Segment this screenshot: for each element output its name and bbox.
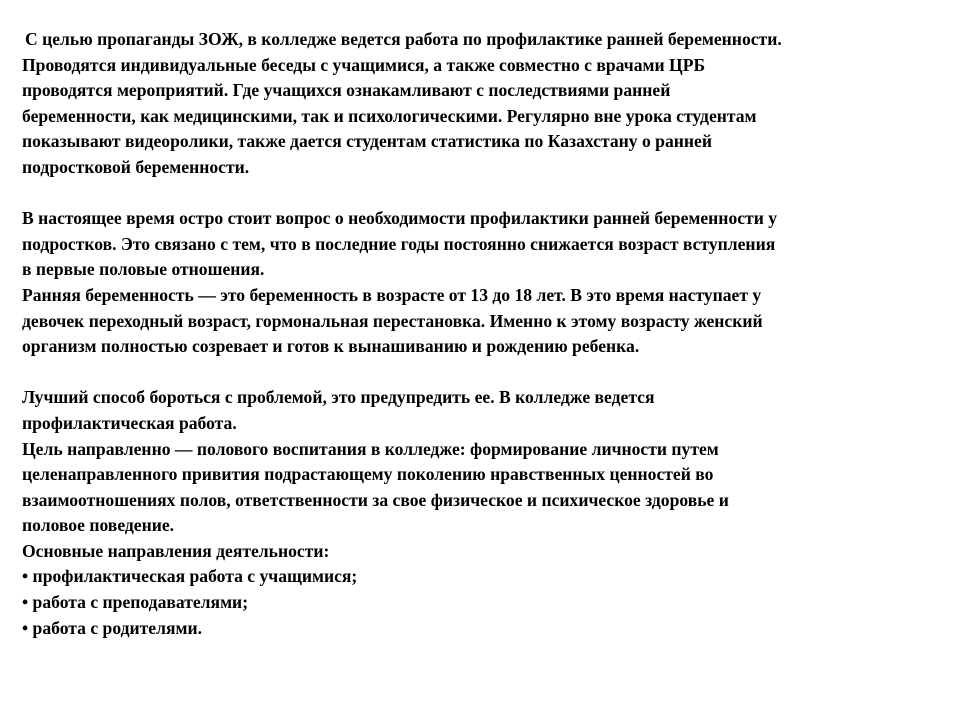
text-line: проводятся мероприятий. Где учащихся ознакамливают с последствиями ранней <box>22 80 671 101</box>
text-line: девочек переходный возраст, гормональная перестановка. Именно к этому возрасту женский <box>22 310 763 331</box>
text-line: Проводятся индивидуальные беседы с учащимися, а также совместно с врачами ЦРБ <box>22 54 706 75</box>
text-line: организм полностью созревает и готов к вынашиванию и рождению ребенка. <box>22 336 640 357</box>
text-line: В настоящее время остро стоит вопрос о необходимости профилактики ранней беременности у <box>22 208 778 229</box>
text-line: профилактическая работа. <box>22 412 237 433</box>
text-line: целенаправленного привития подрастающему поколению нравственных ценностей во <box>22 464 714 485</box>
text-line: показывают видеоролики, также дается студентам статистика по Казахстану о ранней <box>22 131 712 152</box>
document-text <box>22 27 952 641</box>
text-line: подростковой беременности. <box>22 156 250 177</box>
text-line: взаимоотношениях полов, ответственности за свое физическое и психическое здоровье и <box>22 489 729 510</box>
section-heading: Основные направления деятельности: <box>22 540 330 561</box>
text-line: беременности, как медицинскими, так и психологическими. Регулярно вне урока студентам <box>22 105 757 126</box>
bullet-item: • работа с преподавателями; <box>22 592 249 613</box>
text-line: Ранняя беременность — это беременность в возрасте от 13 до 18 лет. В это время наступает у <box>22 284 762 305</box>
text-line: в первые половые отношения. <box>22 259 265 280</box>
paragraph-spacer <box>22 181 952 207</box>
text-line: С целью пропаганды ЗОЖ, в колледже ведется работа по профилактике ранней беременности. <box>25 29 782 49</box>
paragraph-prevention <box>22 385 952 641</box>
bullet-item: • профилактическая работа с учащимися; <box>22 566 358 587</box>
paragraph-propaganda <box>22 27 952 181</box>
text-line: подростков. Это связано с тем, что в последние годы постоянно снижается возраст вступления <box>22 233 776 254</box>
paragraph-problem <box>22 206 952 360</box>
text-line: Цель направленно — полового воспитания в колледже: формирование личности путем <box>22 438 719 459</box>
bullet-item: • работа с родителями. <box>22 617 203 638</box>
text-line: Лучший способ бороться с проблемой, это предупредить ее. В колледже ведется <box>22 387 655 408</box>
paragraph-spacer <box>22 360 952 386</box>
text-line: половое поведение. <box>22 515 175 536</box>
